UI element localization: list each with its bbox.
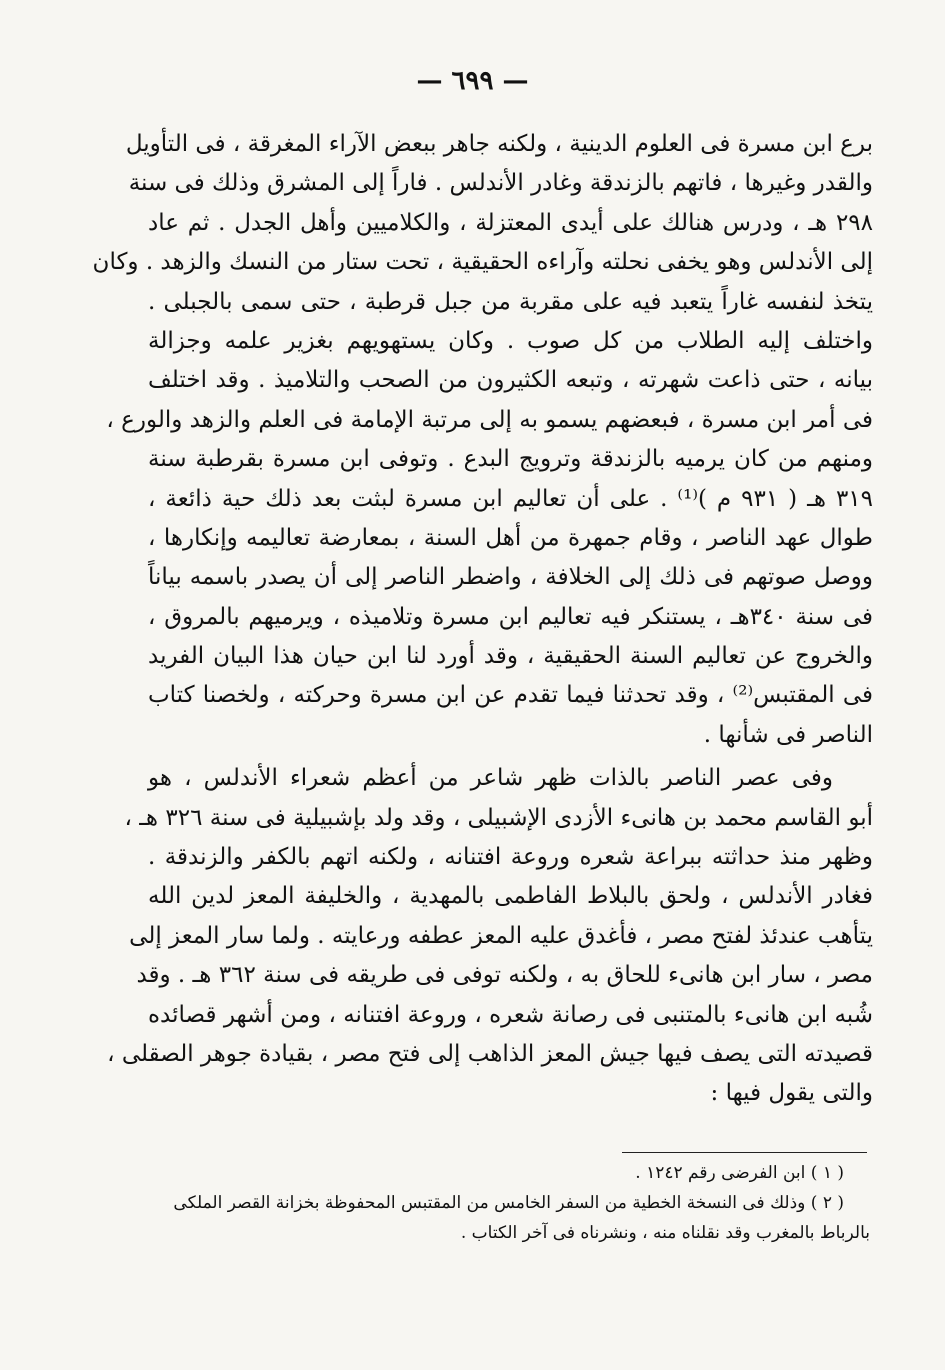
text-line: الناصر فى شأنها .: [703, 721, 873, 748]
paragraph-ibn-masarra: [92, 125, 874, 755]
text-line: واختلف إليه الطلاب من كل صوب . وكان يستهويهم بغزير علمه وجزالة: [148, 327, 873, 354]
text-line: ومنهم من كان يرميه بالزندقة وترويج البدع . وتوفى ابن مسرة بقرطبة سنة: [148, 446, 873, 473]
text-line: قصيدته التى يصف فيها جيش المعز الذاهب إلى فتح مصر ، بقيادة جوهر الصقلى ،: [107, 1040, 873, 1067]
text-line: فى سنة ٣٤٠هـ ، يستنكر فيه تعاليم ابن مسرة وتلاميذه ، ويرميهم بالمروق ،: [148, 603, 873, 630]
text-line: فى المقتبس⁽²⁾ ، وقد تحدثنا فيما تقدم عن ابن مسرة وحركته ، ولخصنا كتاب: [148, 682, 873, 709]
footnote-1: ( ١ ) ابن الفرضى رقم ١٢٤٢ .: [635, 1163, 844, 1183]
text-line: ووصل صوتهم فى ذلك إلى الخلافة ، واضطر الناصر إلى أن يصدر باسمه بياناً: [148, 564, 873, 591]
text-line: فغادر الأندلس ، ولحق بالبلاط الفاطمى بالمهدية ، والخليفة المعز لدين الله: [148, 883, 873, 910]
text-line: فى أمر ابن مسرة ، فبعضهم يسمو به إلى مرتبة الإمامة فى العلم والزهد والورع ،: [106, 406, 873, 433]
text-line: برع ابن مسرة فى العلوم الدينية ، ولكنه جاهر ببعض الآراء المغرقة ، فى التأويل: [125, 131, 873, 157]
text-line: يتخذ لنفسه غاراً يتعبد فيه على مقربة من جبل قرطبة ، حتى سمى بالجبلى .: [148, 288, 873, 315]
text-line: بيانه ، حتى ذاعت شهرته ، وتبعه الكثيرون من الصحب والتلاميذ . وقد اختلف: [148, 367, 873, 394]
text-line: وفى عصر الناصر بالذات ظهر شاعر من أعظم شعراء الأندلس ، هو: [148, 765, 833, 792]
footnotes: [150, 1158, 870, 1248]
text-line: طوال عهد الناصر ، وقام جمهرة من أهل السنة ، بمعارضة تعاليمه وإنكارها ،: [148, 524, 873, 551]
text-line: شُبه ابن هانىء بالمتنبى فى رصانة شعره ، وروعة افتنانه ، ومن أشهر قصائده: [148, 1001, 873, 1028]
text-line: إلى الأندلس وهو يخفى نحلته وآراءه الحقيقية ، تحت ستار من النسك والزهد . وكان: [92, 249, 873, 276]
text-line: ٣١٩ هـ ( ٩٣١ م )⁽¹⁾ . على أن تعاليم ابن مسرة لبثت بعد ذلك حية ذائعة ،: [148, 485, 874, 512]
paragraph-ibn-hani: [107, 759, 873, 1114]
page-number: — ٦٩٩ —: [416, 66, 529, 96]
text-line: أبو القاسم محمد بن هانىء الأزدى الإشبيلى ، وقد ولد بإشبيلية فى سنة ٣٢٦ هـ ،: [124, 804, 873, 831]
text-line: وظهر منذ حداثته ببراعة شعره وروعة افتنانه ، ولكنه اتهم بالكفر والزندقة .: [148, 844, 873, 871]
text-line: ٢٩٨ هـ ، ودرس هنالك على أيدى المعتزلة ، والكلاميين وأهل الجدل . ثم عاد: [148, 209, 873, 236]
text-line: والخروج عن تعاليم السنة الحقيقية ، وقد أورد لنا ابن حيان هذا البيان الفريد: [148, 643, 873, 670]
text-line: مصر ، سار ابن هانىء للحاق به ، ولكنه توفى فى طريقه فى سنة ٣٦٢ هـ . وقد: [136, 962, 873, 989]
footnote-2: ( ٢ ) وذلك فى النسخة الخطية من السفر الخامس من المقتبس المحفوظة بخزانة القصر الملكى: [173, 1193, 844, 1213]
footnote-divider: [622, 1152, 867, 1153]
body-text: [92, 125, 874, 1114]
footnote-2-continuation: بالرباط بالمغرب وقد نقلناه منه ، ونشرناه فى آخر الكتاب .: [460, 1223, 870, 1243]
text-line: والتى يقول فيها :: [710, 1080, 873, 1107]
text-line: يتأهب عندئذ لفتح مصر ، فأغدق عليه المعز عطفه ورعايته . ولما سار المعز إلى: [129, 922, 873, 949]
text-line: والقدر وغيرها ، فاتهم بالزندقة وغادر الأندلس . فاراً إلى المشرق وذلك فى سنة: [128, 170, 873, 197]
